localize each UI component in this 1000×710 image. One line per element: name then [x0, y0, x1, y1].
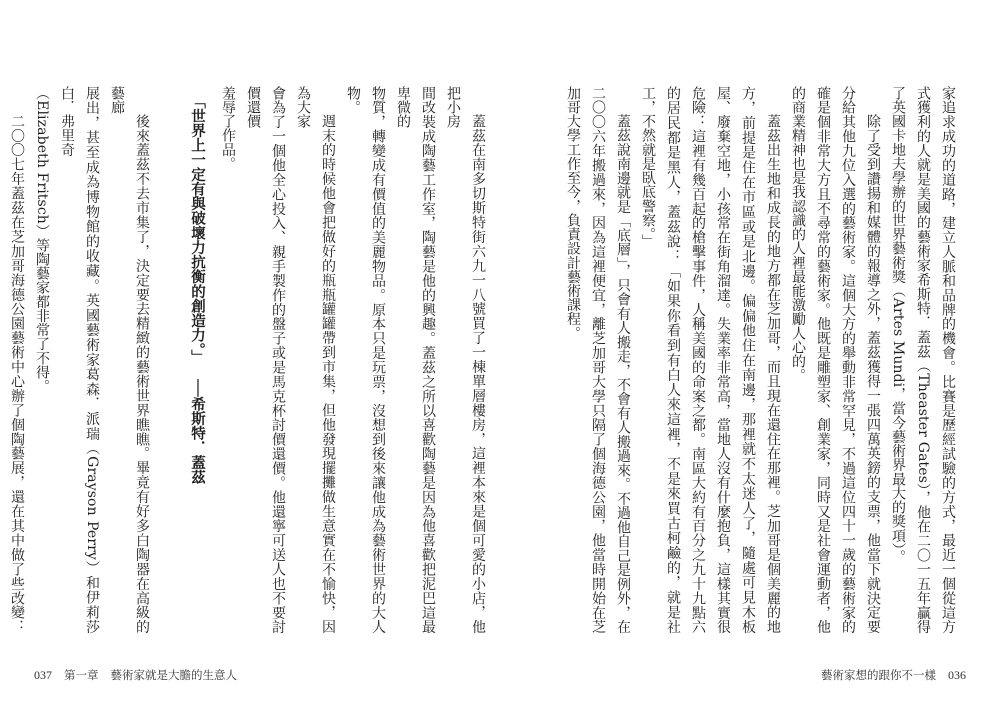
right-page-body — [528, 86, 960, 634]
right-page — [500, 0, 1000, 710]
paragraph: 展出，甚至成為博物館的收藏。英國藝術家葛森．派瑞（Grayson Perry）和伊莉莎白．弗里奇 — [59, 86, 100, 634]
right-page-footer — [821, 667, 966, 683]
page-number: 037 — [34, 668, 52, 682]
paragraph: 蓋茲說南邊就是「底層」，只會有人搬走，不會有人搬過來。不過他自己是例外，在二〇〇六年搬過來，因為這裡便宜，離芝加哥大學只隔了個海德公園，他當時開始在芝加哥大學工作至今，負責設計藝術課程。 — [565, 86, 631, 634]
chapter-label: 第一章 — [64, 668, 99, 682]
paragraph: 蓋茲在南多切斯特街六九一八號買了一棟單層樓房，這裡本來是個可愛的小店，他把小房 — [445, 86, 486, 634]
paragraph: 間改裝成陶藝工作室，陶藝是他的興趣。蓋茲之所以喜歡陶藝是因為他喜歡把泥巴這最卑微的 — [395, 86, 436, 634]
pull-quote-attribution: ──希斯特．蓋茲 — [189, 378, 205, 484]
paragraph: 週末的時候他會把做好的瓶瓶罐罐帶到市集，但他發現擺攤做生意實在不愉快，因為大家 — [295, 86, 336, 634]
running-title: 藝術家想的跟你不一樣 — [821, 668, 936, 682]
paragraph: 會為了一個他全心投入、親手製作的盤子或是馬克杯討價還價。他還寧可送人也不要討價還價 — [245, 86, 286, 634]
paragraph: 二〇〇七年蓋茲在芝加哥海德公園藝術中心辦了個陶藝展，還在其中做了些改變： — [9, 114, 25, 634]
page-number: 036 — [948, 668, 966, 682]
left-page-body — [9, 86, 490, 634]
pull-quote — [184, 86, 209, 634]
paragraph: 蓋茲出生地和成長的地方都在芝加哥，而且現在還住在那裡。芝加哥是個美麗的地方，前提是住在市區或是北邊。偏偏他住在南邊，那裡就不太迷人了，隨處可見木板屋、廢棄空地，小孩常在街角溜達。失業率非常高，當地人沒有什麼抱負，這樣其實很危險：這裡有幾百起的槍擊事件，人稱美國的命案之都。南區大約有百分之九十九點六的居民都是黑人，蓋茲說：「如果你看到有白人來這裡，不是來買古柯鹼的，就是社工，不然就是臥底警察。」 — [640, 86, 781, 634]
paragraph: 除了受到讚揚和媒體的報導之外，蓋茲獲得一張四萬英鎊的支票，他當下就決定要分給其他九位入選的藝術家。這個大方的舉動非常罕見，不過這位四十一歲的藝術家的確是個非常大方且不尋常的藝術家。他既是雕塑家、創業家，同時又是社會運動者，他的商業精神也是我認識的人裡最能激勵人心的。 — [790, 86, 881, 634]
paragraph: 後來蓋茲不去市集了，決定要去精緻的藝術世界瞧瞧。畢竟有好多白陶器在高級的藝廊 — [109, 86, 150, 634]
paragraph: 物質，轉變成有價值的美麗物品。原本只是玩票，沒想到後來讓他成為藝術世界的大人物。 — [345, 86, 386, 634]
paragraph: 羞辱了作品。 — [220, 86, 236, 171]
paragraph: 家追求成功的道路，建立人脈和品牌的機會。比賽是歷經試驗的方式，最近一個從這方式獲利的人就是美國的藝術家希斯特．蓋茲（Theaster Gates），他在二〇一五年贏得了英國卡地夫學辦的世界藝術獎（Artes Mundi，當今藝術界最大的獎項）。 — [890, 86, 956, 634]
chapter-title: 藝術家就是大膽的生意人 — [110, 668, 237, 682]
pull-quote-text: 「世界上一定有與破壞力抗衡的創造力。」 — [189, 94, 205, 365]
paragraph: （Elizabeth Fritsch）等陶藝家都非常了不得。 — [34, 86, 50, 394]
left-page-footer — [34, 667, 237, 683]
